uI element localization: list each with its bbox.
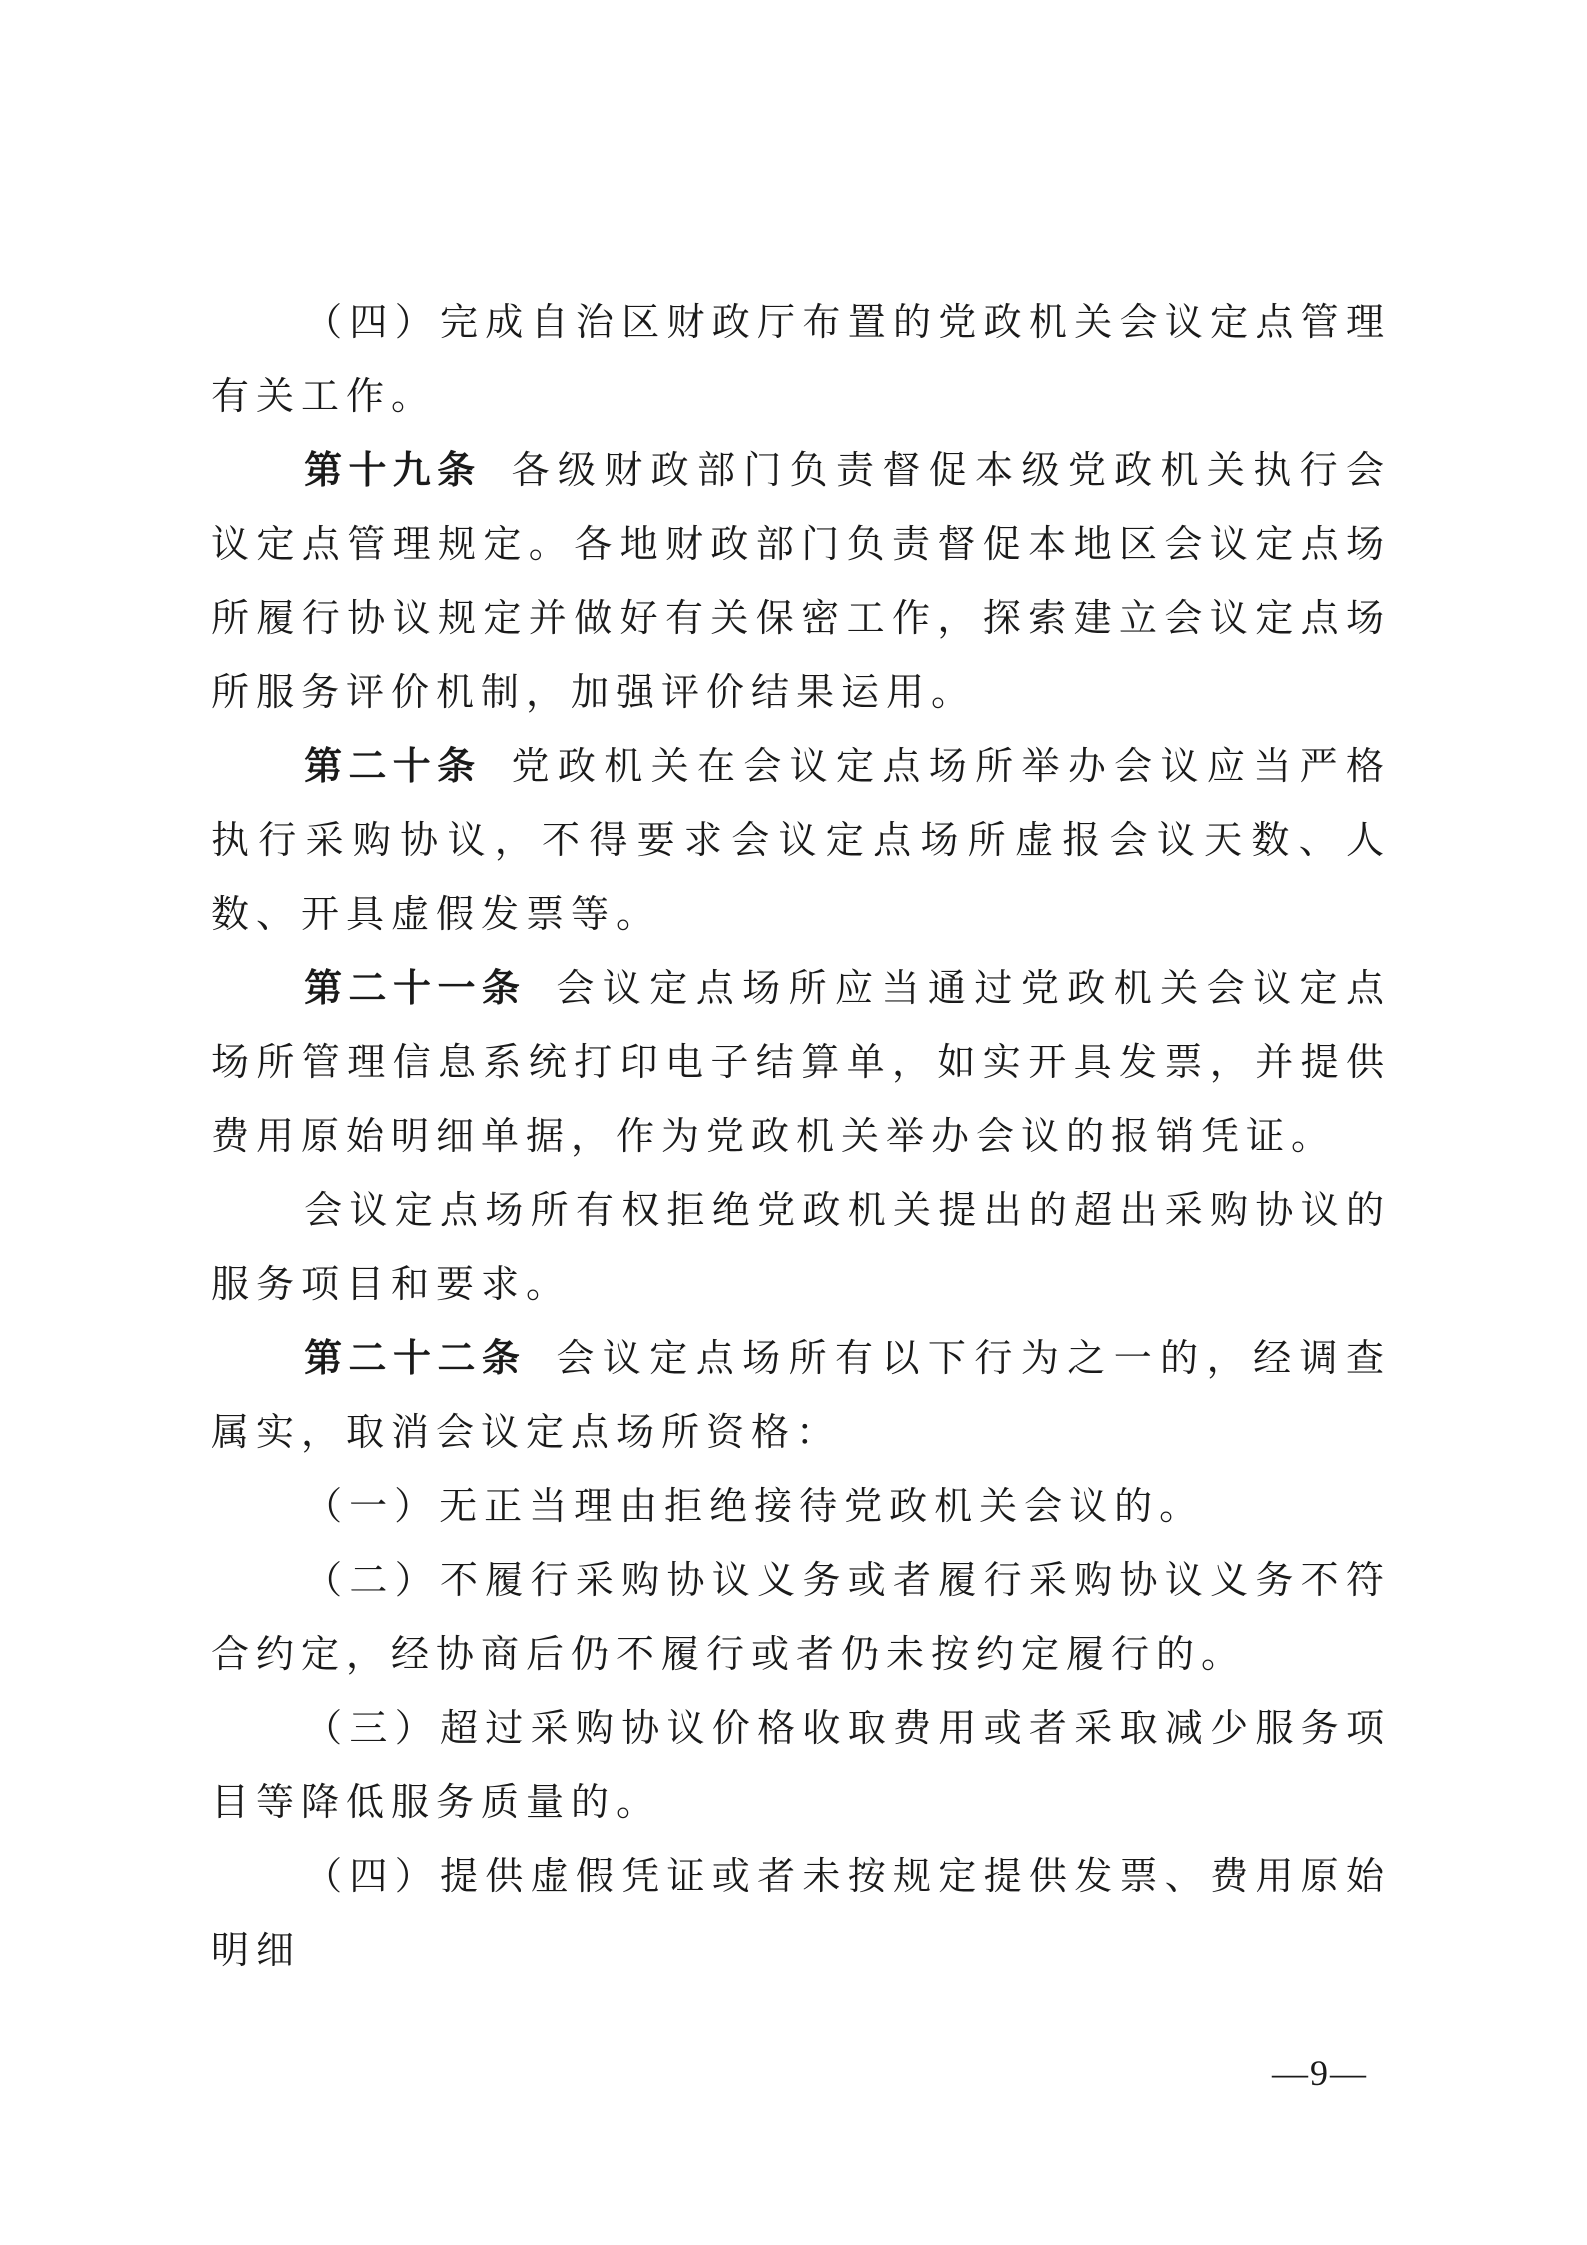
paragraph-8 [211, 1543, 1391, 1691]
paragraph-text: 会议定点场所应当通过党政机关会议定点场所管理信息系统打印电子结算单，如实开具发票，并提供费用原始明细单据，作为党政机关举办会议的报销凭证。 [211, 966, 1391, 1158]
paragraph-text: （四）完成自治区财政厅布置的党政机关会议定点管理有关工作。 [211, 300, 1391, 418]
paragraph-text: （四）提供虚假凭证或者未按规定提供发票、费用原始明细 [211, 1854, 1391, 1972]
paragraph-1 [211, 285, 1391, 433]
page-number: —9— [1272, 2053, 1368, 2093]
document-body [211, 285, 1391, 1987]
paragraph-text: （二）不履行采购协议义务或者履行采购协议义务不符合约定，经协商后仍不履行或者仍未按约定履行的。 [211, 1558, 1391, 1676]
paragraph-9 [211, 1691, 1391, 1839]
paragraph-7 [211, 1469, 1391, 1543]
paragraph-10 [211, 1839, 1391, 1987]
paragraph-5 [211, 1173, 1391, 1321]
paragraph-text: （一）无正当理由拒绝接待党政机关会议的。 [304, 1484, 1205, 1528]
paragraph-text: 各级财政部门负责督促本级党政机关执行会议定点管理规定。各地财政部门负责督促本地区会议定点场所履行协议规定并做好有关保密工作，探索建立会议定点场所服务评价机制，加强评价结果运用。 [211, 448, 1391, 714]
paragraph-text: 会议定点场所有以下行为之一的，经调查属实，取消会议定点场所资格： [211, 1336, 1391, 1454]
paragraph-6 [211, 1321, 1391, 1469]
paragraph-2 [211, 433, 1391, 729]
article-heading: 第二十二条 [304, 1336, 527, 1380]
paragraph-text: 会议定点场所有权拒绝党政机关提出的超出采购协议的服务项目和要求。 [211, 1188, 1391, 1306]
paragraph-text: 党政机关在会议定点场所举办会议应当严格执行采购协议，不得要求会议定点场所虚报会议天数、人数、开具虚假发票等。 [211, 744, 1391, 936]
paragraph-4 [211, 951, 1391, 1173]
article-heading: 第十九条 [304, 448, 482, 492]
article-heading: 第二十条 [304, 744, 482, 788]
paragraph-text: （三）超过采购协议价格收取费用或者采取减少服务项目等降低服务质量的。 [211, 1706, 1391, 1824]
paragraph-3 [211, 729, 1391, 951]
article-heading: 第二十一条 [304, 966, 527, 1010]
